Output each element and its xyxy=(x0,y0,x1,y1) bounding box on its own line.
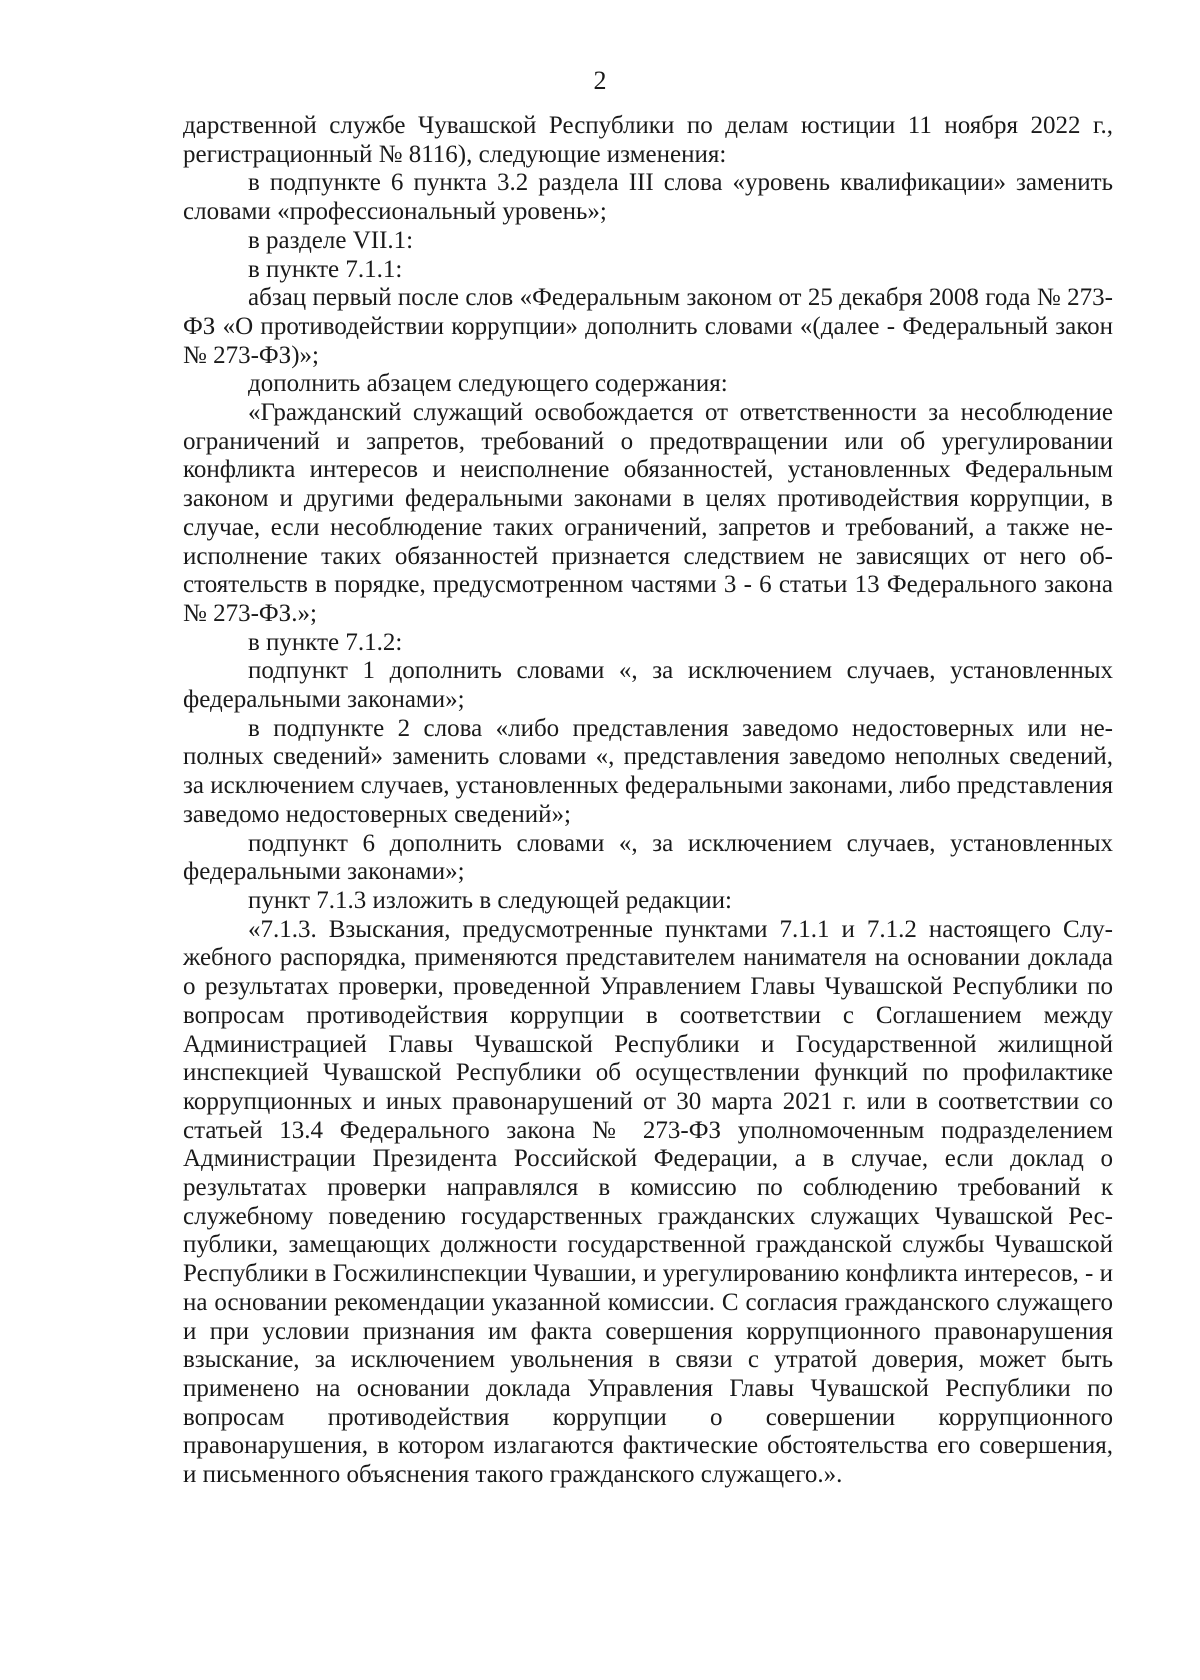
paragraph: в разделе VII.1: xyxy=(248,226,414,254)
page-number: 2 xyxy=(593,66,607,95)
paragraph: в пункте 7.1.1: xyxy=(248,255,403,283)
paragraph: подпункт 6 дополнить словами «, за исключением случаев, установленных федеральными законами»; xyxy=(183,829,1113,886)
paragraph: в подпункте 2 слова «либо представления заведомо недостоверных или неполных сведений» заменить словами «, представления заведомо неполных сведений, за исключением случаев, установленных федеральными законами, либо представления заведомо недостоверных сведений»; xyxy=(183,714,1113,828)
paragraph: «Гражданский служащий освобождается от ответственности за несоблюдение ограничений и запретов, требований о предотвращении или об урегулировании конфликта интересов и неисполнение обязанностей, установленных Федеральным законом и другими федеральными законами в целях противодействия коррупции, в случае, если несоблюдение таких ограничений, запретов и требований, а также неисполнение таких обязанностей признается следствием не зависящих от него обстоятельств в порядке, предусмотренном частями 3 - 6 статьи 13 Федерального закона № 273-ФЗ.»; xyxy=(183,399,1113,627)
paragraph: в подпункте 6 пункта 3.2 раздела III слова «уровень квалификации» заменить словами «профессиональный уровень»; xyxy=(183,169,1113,226)
document-body xyxy=(183,112,1113,1490)
paragraph: абзац первый после слов «Федеральным законом от 25 декабря 2008 года № 273-ФЗ «О противодействии коррупции» дополнить словами «(далее - Федеральный закон № 273-ФЗ)»; xyxy=(183,284,1113,369)
paragraph: дополнить абзацем следующего содержания: xyxy=(248,370,728,398)
paragraph: пункт 7.1.3 изложить в следующей редакции: xyxy=(248,886,732,914)
paragraph: подпункт 1 дополнить словами «, за исключением случаев, установленных федеральными законами»; xyxy=(183,657,1113,714)
paragraph: «7.1.3. Взыскания, предусмотренные пунктами 7.1.1 и 7.1.2 настоящего Служебного распорядка, применяются представителем нанимателя на основании доклада о результатах проверки, проведенной Управлением Главы Чувашской Республики по вопросам противодействия коррупции в соответствии с Соглашением между Администрацией Главы Чувашской Республики и Государственной жилищной инспекцией Чувашской Республики об осуществлении функций по профилактике коррупционных и иных правонарушений от 30 марта 2021 г. или в соответствии со статьей 13.4 Федерального закона № 273-ФЗ уполномоченным подразделением Администрации Президента Российской Федерации, а в случае, если доклад о результатах проверки направлялся в комиссию по соблюдению требований к служебному поведению государственных гражданских служащих Чувашской Республики, замещающих должности государственной гражданской службы Чувашской Республики в Госжилинспекции Чувашии, и урегулированию конфликта интересов, - и на основании рекомендации указанной комиссии. С согласия гражданского служащего и при условии признания им факта совершения коррупционного правонарушения взыскание, за исключением увольнения в связи с утратой доверия, может быть применено на основании доклада Управления Главы Чувашской Республики по вопросам противодействия коррупции о совершении коррупционного правонарушения, в котором излагаются фактические обстоятельства его совершения, и письменного объяснения такого гражданского служащего.». xyxy=(183,915,1113,1489)
paragraph: дарственной службе Чувашской Республики по делам юстиции 11 ноября 2022 г., регистрационный № 8116), следующие изменения: xyxy=(183,112,1113,168)
paragraph: в пункте 7.1.2: xyxy=(248,628,403,656)
